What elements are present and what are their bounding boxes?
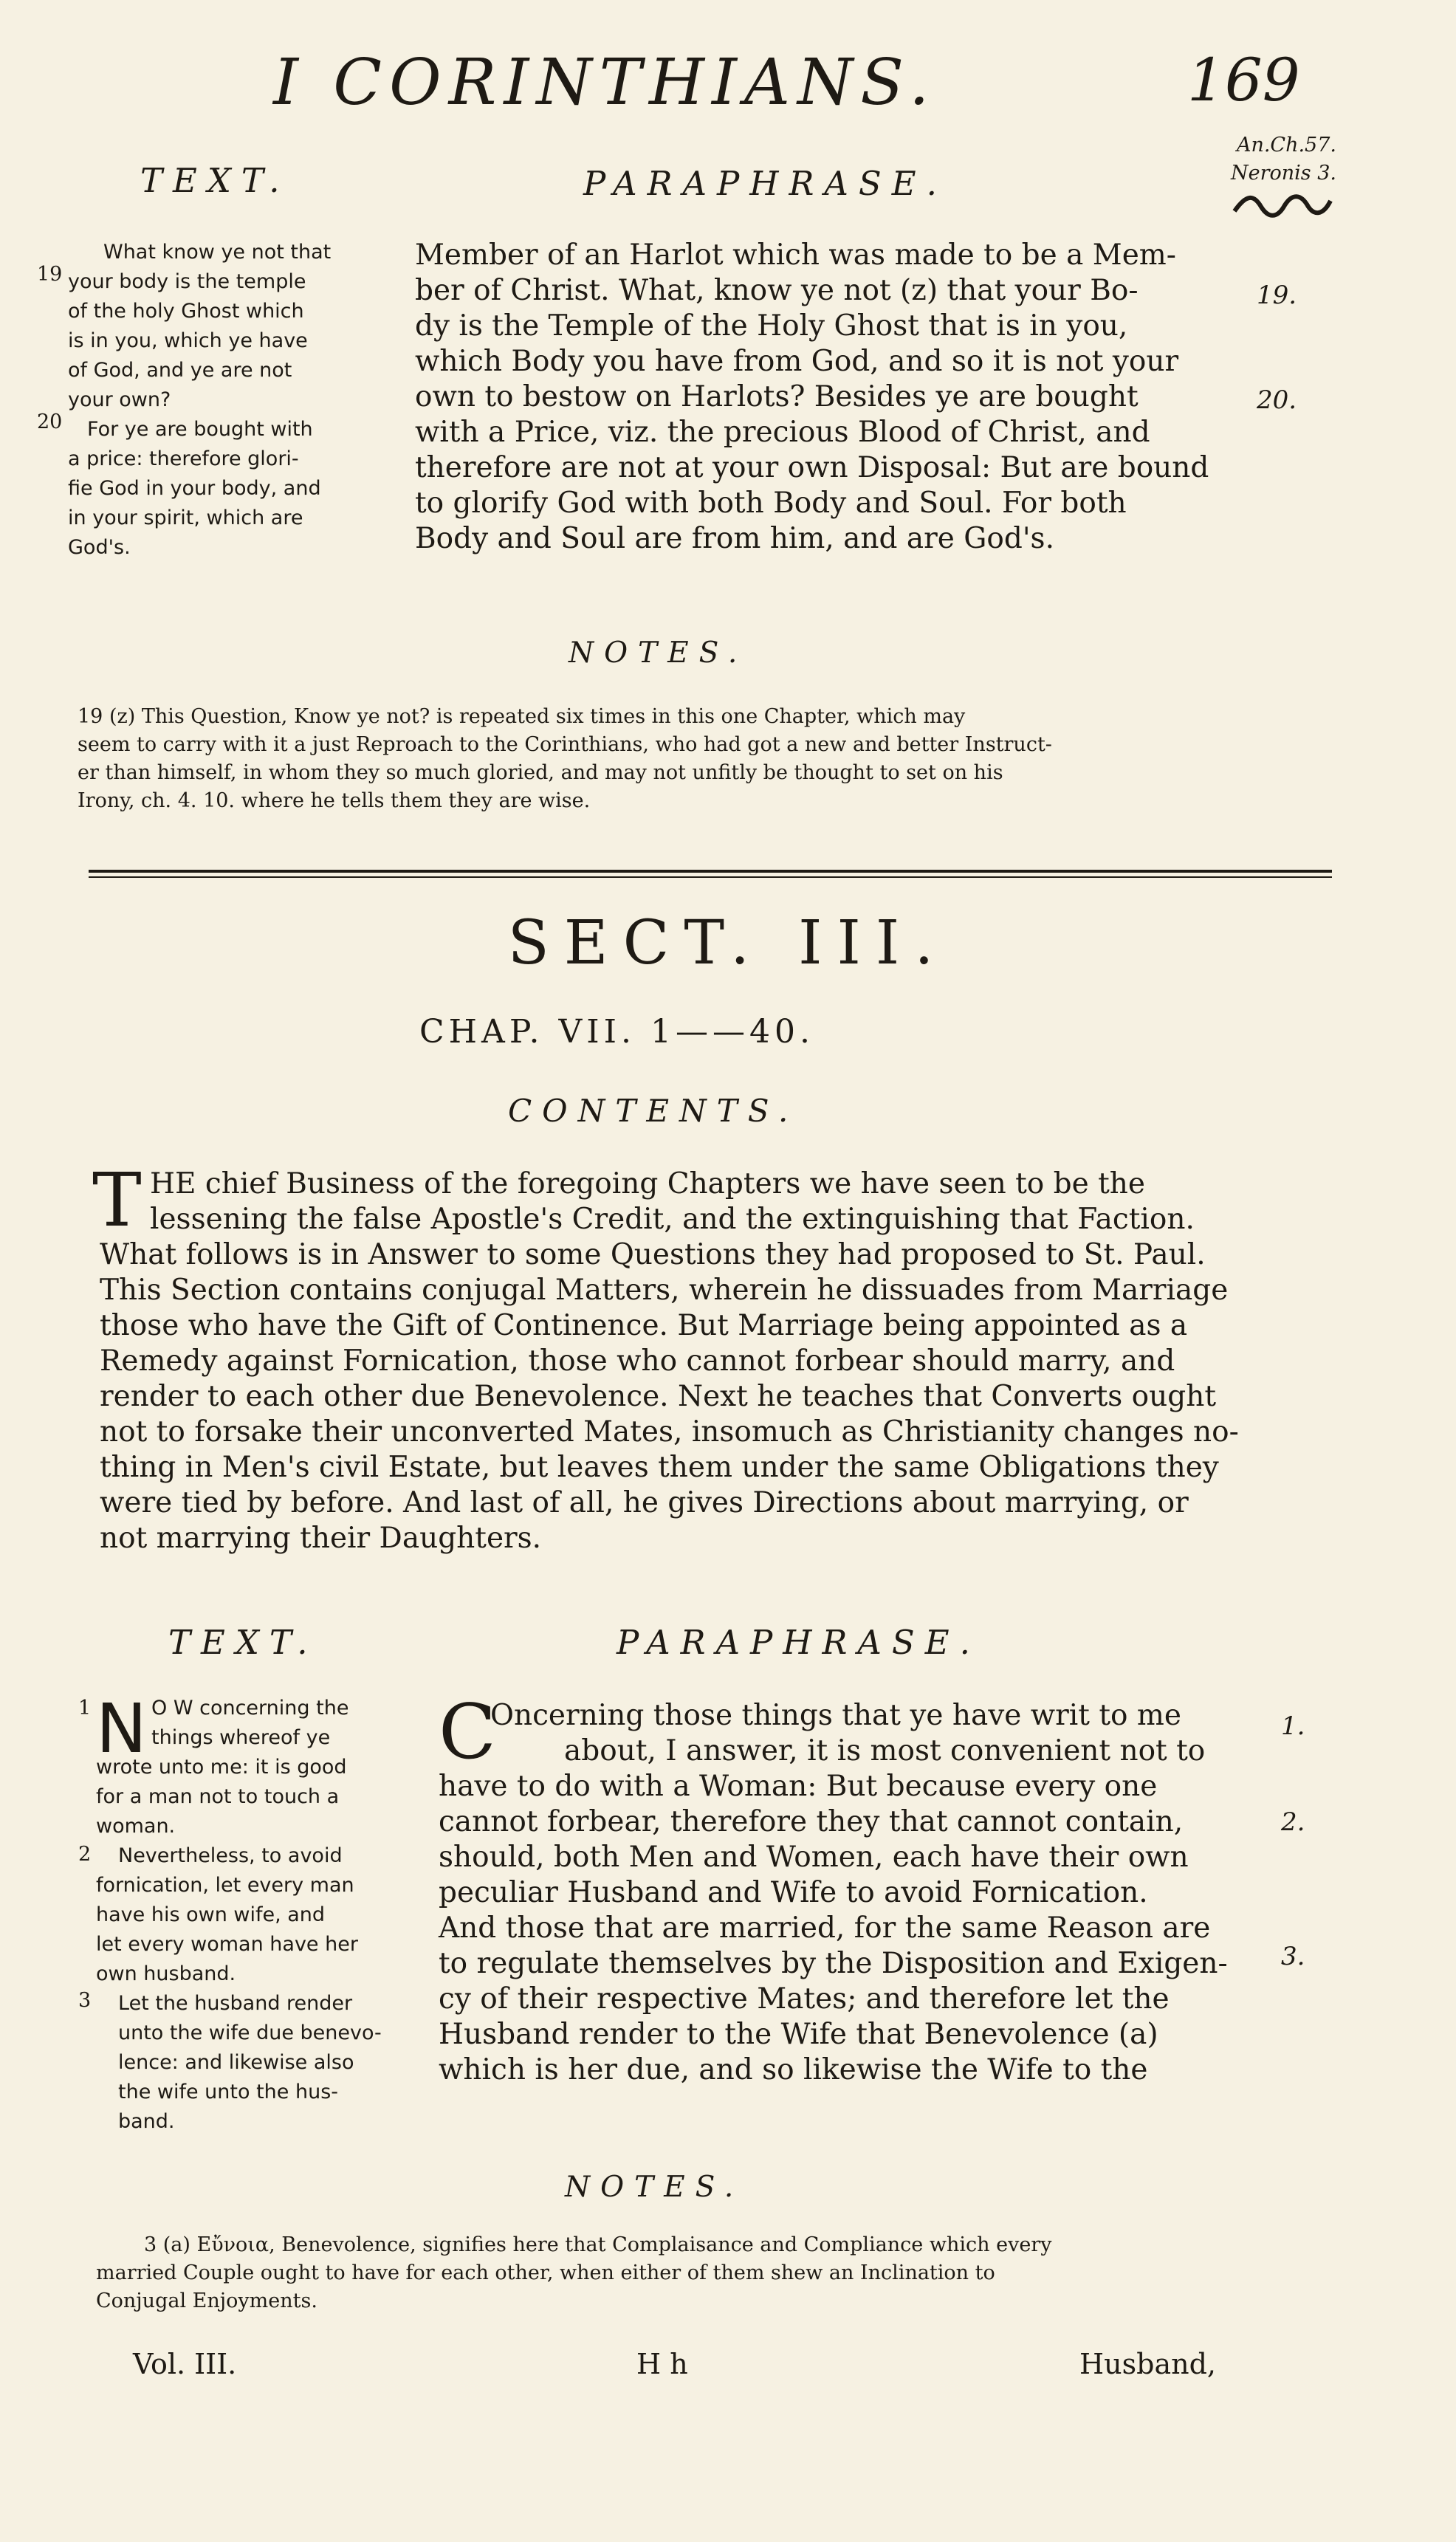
verse-number: 19 <box>37 263 63 286</box>
year-note <box>1226 131 1336 188</box>
contents-line: What follows is in Answer to some Questions they had proposed to St. Paul. <box>100 1238 1206 1271</box>
note-line: seem to carry with it a just Reproach to the Corinthians, who had got a new and better Instruct- <box>78 733 1052 756</box>
paraphrase-line: cannot forbear, therefore they that cannot contain, <box>439 1805 1184 1838</box>
text-line: fie God in your body, and <box>68 477 321 500</box>
contents-line: those who have the Gift of Continence. But Marriage being appointed as a <box>100 1309 1188 1342</box>
catchword: Husband, <box>1079 2348 1216 2380</box>
drop-cap: N <box>96 1689 147 1768</box>
chapter-heading: CHAP. VII. 1——40. <box>419 1013 814 1051</box>
paraphrase-line: which is her due, and so likewise the Wife to the <box>439 2053 1148 2086</box>
paraphrase-line: have to do with a Woman: But because every one <box>439 1770 1158 1803</box>
text-line: God's. <box>68 536 131 559</box>
contents-line: render to each other due Benevolence. Next he teaches that Converts ought <box>100 1380 1217 1413</box>
text-line: your own? <box>68 388 171 411</box>
text-line: unto the wife due benevo- <box>118 2021 382 2044</box>
notes-body <box>78 703 1333 815</box>
paraphrase-line: peculiar Husband and Wife to avoid Fornication. <box>439 1876 1148 1909</box>
scripture-text-lower <box>96 1689 421 2137</box>
volume-label: Vol. III. <box>133 2348 237 2380</box>
paraphrase-line: which Body you have from God, and so it is not your <box>415 345 1179 378</box>
paraphrase-line: Oncerning those things that ye have writ to me <box>490 1699 1181 1732</box>
contents-line: This Section contains conjugal Matters, wherein he dissuades from Marriage <box>100 1274 1229 1307</box>
margin-verse-number: 1. <box>1281 1711 1305 1741</box>
text-line: fornication, let every man <box>96 1874 354 1897</box>
note-line: married Couple ought to have for each other, when either of them shew an Inclination to <box>96 2261 995 2284</box>
running-title: I CORINTHIANS. <box>273 46 937 120</box>
text-line: Let the husband render <box>118 1992 353 2015</box>
note-line: er than himself, in whom they so much gloried, and may not unfitly be thought to set on his <box>78 761 1003 784</box>
margin-verse-number: 19. <box>1257 281 1297 310</box>
paraphrase-line: Body and Soul are from him, and are God's. <box>415 522 1054 555</box>
contents-line: not marrying their Daughters. <box>100 1522 542 1555</box>
paraphrase-line: dy is the Temple of the Holy Ghost that is in you, <box>415 309 1128 343</box>
text-line: band. <box>118 2110 175 2133</box>
notes-heading: NOTES. <box>565 2171 744 2204</box>
ornament-flourish-icon <box>1232 190 1335 220</box>
paraphrase-column-heading: PARAPHRASE. <box>583 164 947 203</box>
text-line: have his own wife, and <box>96 1903 326 1926</box>
paraphrase-upper <box>415 238 1220 557</box>
signature-mark: H h <box>636 2348 688 2380</box>
year-note-line: Neronis 3. <box>1231 162 1336 185</box>
text-line: lence: and likewise also <box>118 2051 354 2074</box>
margin-verse-number: 3. <box>1281 1942 1305 1971</box>
text-line: let every woman have her <box>96 1933 358 1956</box>
section-title: SECT. III. <box>507 908 949 978</box>
paraphrase-line: cy of their respective Mates; and therefore let the <box>439 1982 1170 2016</box>
text-line: is in you, which ye have <box>68 329 308 352</box>
contents-line: Remedy against Fornication, those who cannot forbear should marry, and <box>100 1344 1175 1378</box>
verse-number: 2 <box>78 1843 92 1866</box>
text-line: things whereof ye <box>151 1726 331 1749</box>
text-column-heading: TEXT. <box>140 161 290 200</box>
text-line: the wife unto the hus- <box>118 2081 339 2103</box>
paraphrase-line: Member of an Harlot which was made to be a Mem- <box>415 238 1176 272</box>
section-rule <box>89 870 1332 873</box>
margin-verse-number: 2. <box>1281 1807 1305 1837</box>
text-line: O W concerning the <box>151 1697 349 1720</box>
note-line: 3 (a) Εὔνοια, Benevolence, signifies here that Complaisance and Compliance which every <box>144 2233 1052 2256</box>
paraphrase-line: to regulate themselves by the Disposition and Exigen- <box>439 1947 1228 1980</box>
contents-line: were tied by before. And last of all, he gives Directions about marrying, or <box>100 1486 1189 1519</box>
text-line: of God, and ye are not <box>68 359 292 382</box>
note-line: Conjugal Enjoyments. <box>96 2289 317 2312</box>
verse-number: 20 <box>37 411 63 433</box>
paraphrase-line: own to bestow on Harlots? Besides ye are bought <box>415 380 1139 413</box>
text-line: own husband. <box>96 1962 236 1985</box>
text-line: your body is the temple <box>68 270 306 293</box>
text-line: for a man not to touch a <box>96 1785 340 1808</box>
contents-line: thing in Men's civil Estate, but leaves them under the same Obligations they <box>100 1451 1219 1484</box>
drop-cap: T <box>92 1157 142 1243</box>
text-line: of the holy Ghost which <box>68 300 304 323</box>
scripture-text-upper <box>61 238 385 563</box>
paraphrase-line: with a Price, viz. the precious Blood of Christ, and <box>415 416 1150 449</box>
margin-verse-number: 20. <box>1257 385 1297 415</box>
contents-line: not to forsake their unconverted Mates, insomuch as Christianity changes no- <box>100 1415 1239 1449</box>
text-line: woman. <box>96 1815 176 1838</box>
note-line: 19 (z) This Question, Know ye not? is repeated six times in this one Chapter, which may <box>78 705 966 728</box>
paraphrase-line: should, both Men and Women, each have their own <box>439 1841 1189 1874</box>
text-line: Nevertheless, to avoid <box>118 1844 343 1867</box>
paraphrase-line: Husband render to the Wife that Benevolence (a) <box>439 2018 1158 2051</box>
note-line: Irony, ch. 4. 10. where he tells them they are wise. <box>78 789 591 812</box>
year-note-line: An.Ch.57. <box>1236 134 1336 157</box>
text-column-heading: TEXT. <box>168 1623 318 1662</box>
verse-number: 3 <box>78 1989 92 2012</box>
paraphrase-column-heading: PARAPHRASE. <box>617 1623 981 1662</box>
text-line: in your spirit, which are <box>68 506 303 529</box>
page-number: 169 <box>1187 46 1300 114</box>
contents-line: lessening the false Apostle's Credit, and the extinguishing that Faction. <box>150 1203 1195 1236</box>
contents-heading: CONTENTS. <box>508 1093 799 1129</box>
text-line: What know ye not that <box>103 241 332 264</box>
section-rule <box>89 876 1332 878</box>
contents-body <box>92 1157 1239 1556</box>
verse-number: 1 <box>78 1697 92 1720</box>
paraphrase-line: therefore are not at your own Disposal: But are bound <box>415 451 1209 484</box>
paraphrase-line: to glorify God with both Body and Soul. For both <box>415 487 1127 520</box>
text-line: For ye are bought with <box>87 418 313 441</box>
notes-heading: NOTES. <box>569 636 748 670</box>
text-line: a price: therefore glori- <box>68 447 299 470</box>
text-line: wrote unto me: it is good <box>96 1756 347 1779</box>
drop-cap: C <box>439 1689 497 1776</box>
paraphrase-line: ber of Christ. What, know ye not (z) that your Bo- <box>415 274 1139 307</box>
paraphrase-line: And those that are married, for the same Reason are <box>439 1911 1211 1945</box>
notes-body <box>96 2231 1351 2315</box>
paraphrase-lower <box>439 1689 1251 2088</box>
paraphrase-line: about, I answer, it is most convenient not to <box>564 1734 1206 1768</box>
contents-line: HE chief Business of the foregoing Chapters we have seen to be the <box>150 1167 1145 1200</box>
